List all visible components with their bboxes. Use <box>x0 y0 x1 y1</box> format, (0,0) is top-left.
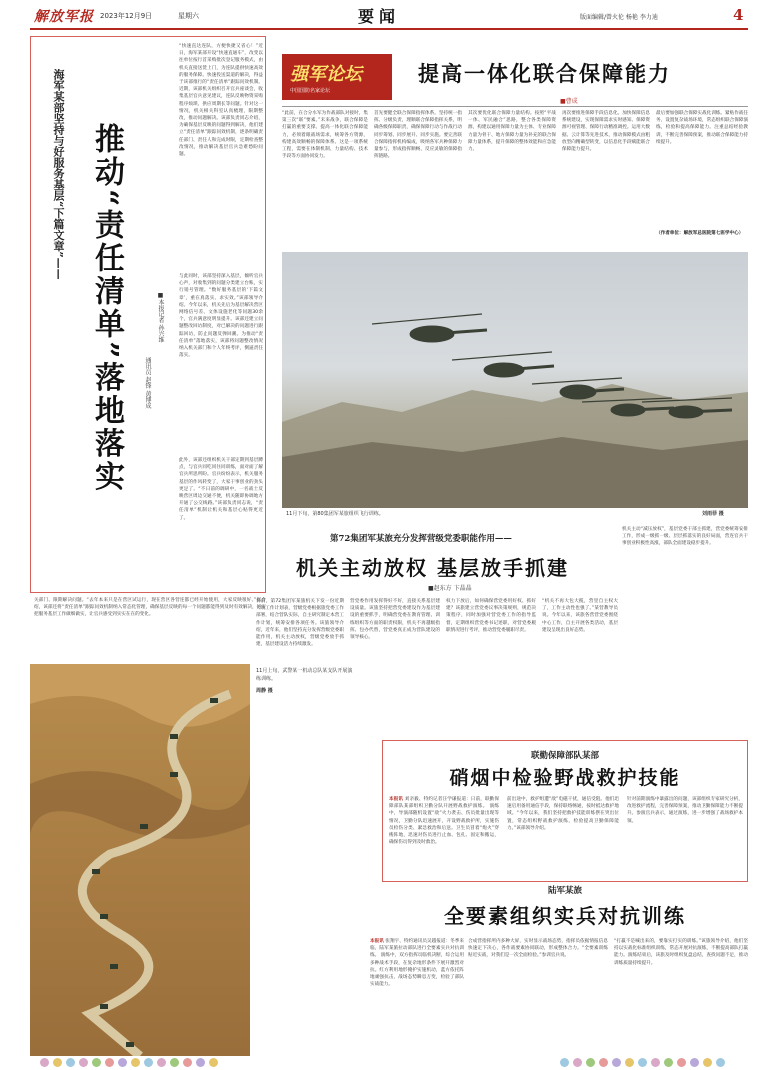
footer-dot <box>664 1058 673 1067</box>
article3-byline-label: 本报讯 <box>389 797 404 802</box>
article3-byline-col <box>389 796 499 878</box>
issue-weekday: 星期六 <box>178 12 199 20</box>
article3-kicker: 联勤保障部队某部 <box>530 751 599 761</box>
footer-dot <box>66 1058 75 1067</box>
masthead-rule <box>30 28 748 30</box>
helicopter-scene <box>282 252 748 508</box>
article1-body-col3: 此外，该部还组织机关干部定期到基层蹲点，与官兵同吃同住同训练，面对面了解官兵所思所盼。官兵纷纷表示，机关服务基层的作风转变了，大家干事创业的劲头更足了。“不日前的调研中，一名战士反映营区周边交通不便，机关随即协调地方开通了公交线路。”该部负责同志说，“责任清单”机制让机关和基层心贴得更近了。 <box>179 458 263 521</box>
footer-dot <box>53 1058 62 1067</box>
byline-label: ■本报记者 <box>157 292 164 323</box>
vehicles <box>92 698 218 1047</box>
footer-dot <box>105 1058 114 1067</box>
article3-byline: 刘亲毅、特约记者汪学谦报道：日前，联勤保障部队某部组织卫勤分队开展野战救护演练。 <box>389 797 499 810</box>
footer-dot <box>612 1058 621 1067</box>
forum-headline: 提高一体化联合保障能力 <box>418 61 671 86</box>
helicopter-1 <box>372 314 487 342</box>
article2-body-col2: 营党委作用发挥得好不好，直接关系基层建设质量。该旅坚持把营党委建设作为基层建设的重要抓手，明确营党委在教育管理、训练组织等方面的职责权限，机关不再越级指挥、包办代替，营党委真正成为营队建设的领导核心。 <box>350 599 440 641</box>
footer-dot <box>170 1058 179 1067</box>
footer-dot <box>209 1058 218 1067</box>
article4-headline: 全要素组织实兵对抗训练 <box>444 904 686 928</box>
footer-dot <box>716 1058 725 1067</box>
footer-dot <box>586 1058 595 1067</box>
article4-body-col3: “打赢不是喊出来的，要靠实打实的训练。”该旅领导介绍，他们坚持以实战化标准组织训练，常态开展对抗演练，不断提高部队打赢能力。演练结束后，该旅及时组织复盘总结，查找问题不足，推动训练质量持续提升。 <box>614 939 748 966</box>
photo1-credit: 刘雨菲 摄 <box>702 511 724 517</box>
page-editors: 版面编辑/曾火伦 杨艳 李力迪 <box>580 14 658 21</box>
article3-body-col2: 前出途中，救护组遭“敌”电磁干扰，通信受阻。他们迅速启用备用通信手段，保持联络畅通，按时抵达救护地域。“今年以来，我们坚持把救护技能训练摆在突出位置，常态组织野战救护演练，检验提高卫勤保障能力。”该部领导介绍。 <box>507 797 619 831</box>
convoy-scene <box>30 664 250 1056</box>
footer-dot <box>92 1058 101 1067</box>
article-field-rescue <box>382 740 748 882</box>
article2-body-col5: 机关主动“减压放权”，基层党委干部主抓建，营党委统筹安排工作，形成一级抓一级、层层抓落实的良好局面，营连官兵干事创业积极性高涨，部队全面建设稳步提升。 <box>622 527 748 547</box>
article3-headline: 硝烟中检验野战救护技能 <box>449 767 681 789</box>
footer-dot <box>196 1058 205 1067</box>
footer-dot <box>131 1058 140 1067</box>
article3-body-col1: 演练中，导演部随机设置“敌”火力袭击、伤员批量出现等情况，卫勤分队迅速展开，开设野战救护所，实施伤员检伤分类、紧急救治和后送。卫生员冒着“炮火”穿梭阵地，迅速对伤员进行止血、包扎、固定和搬运，确保伤员得到及时救治。 <box>389 804 499 846</box>
forum-badge-sub: 中国国防名家论坛 <box>290 88 331 94</box>
footer-dot <box>79 1058 88 1067</box>
article2-body-col1: 日前，第72集团军某旅机关下发一份近期大项工作计划表，营级党委根据旅党委工作部署，结合营队实际，自主研究制定本营工作计划，统筹安排各项任务。该旅领导介绍，近年来，他们坚持充分发挥营级党委职能作用，机关主动放权，营级党委放手抓建，基层建设活力持续激发。 <box>256 599 344 648</box>
footer-dot <box>690 1058 699 1067</box>
article1-byline <box>156 292 164 442</box>
article1-body-col1: “快速直达连队，方便快捷又省心！”近日，海军某部开设“快速直通车”，改变以往单位按行首采购批次登记服务模式，由机关直接送货上门，为连队提供快速高效的服务保障。快速投送渠道的解决，得益于该部推行的“责任清单”跟踪问效机制。近期，该部机关组织召开官兵座谈会，收集基层官兵意见建议，连队反映物资采购程序烦琐、供应周期长等问题。针对这一情况，机关相关科室认真梳理，限期整改，推动问题解决。该部负责同志介绍，为确保基层反映的问题得到解决，他们建立“责任清单”跟踪问效机制，逐条明确责任部门、责任人和完成时限，定期检查整改情况，推动解决基层官兵急难愁盼问题。 <box>179 44 263 158</box>
article2-body-col4: “机关不再大包大揽，营里自主权大了，工作主动性也强了。”某营教导员说。今年以来，该旅各营营党委围绕中心工作，自主开展各类活动，基层建设呈现出良好态势。 <box>542 599 618 633</box>
section-title: 要闻 <box>358 7 401 26</box>
helicopter-2 <box>452 352 554 377</box>
footer-dot <box>638 1058 647 1067</box>
forum-badge-title: 强军论坛 <box>290 64 362 85</box>
footer-dots-left <box>40 1058 218 1067</box>
forum-rule <box>282 106 748 107</box>
footer-dot <box>144 1058 153 1067</box>
masthead <box>0 0 778 32</box>
forum-body-col4: 再次要推进保障手段信息化。加快保障信息系统建设，实现保障需求实时感知、保障资源可视管理、保障行动精准调控。运用大数据、云计算等先进技术，推动保障模式由粗放型向精确型转变，以信息化手段赋能联合保障能力提升。 <box>562 111 650 153</box>
photo2-caption-box <box>256 668 356 758</box>
article1-byline-2 <box>143 357 151 477</box>
article2-headline: 机关主动放权 基层放手抓建 <box>296 556 569 580</box>
forum-body-col5: 最后要加强联合保障实战化训练。紧贴作战任务，设置复杂战场环境，常态组织联合保障演练，检验和提高保障能力。注重总结经验教训，不断完善保障预案，推动联合保障能力持续提升。 <box>656 111 748 145</box>
article4-byline-col <box>370 938 464 1048</box>
footer-dot <box>183 1058 192 1067</box>
issue-date: 2023年12月9日 <box>100 12 153 20</box>
byline-names-2: 赵锋 黄博成 <box>144 376 151 409</box>
article1-body-col2: 与此同时，该部坚持深入基层，倾听官兵心声，对收集到的问题分类建立台账，实行销号管理。“数好服务基层的‘下篇文章’，重在真落实、求实效。”该部领导介绍。今年以来，机关先后为基层解决营区网络信号差、文体设施老化等问题30余个，官兵满意度明显提升。该部还建立问题整改回访制度，对已解决的问题进行跟踪回访，防止问题反弹回潮。为推动“责任清单”落地落实，该部将问题整改情况纳入机关部门和个人年终考评，倒逼责任落实。 <box>179 274 263 359</box>
winding-road <box>82 694 230 1056</box>
footer-dot <box>599 1058 608 1067</box>
photo1-caption: 11月下旬，第80集团军某旅组织飞行训练。 <box>286 511 384 517</box>
footer-dot <box>651 1058 660 1067</box>
photo-convoy <box>30 664 250 1056</box>
byline-label-2: 通讯员 <box>144 357 151 375</box>
forum-body-col1: “此前，在合分水军为作战部队对接时，集第三次“联”要素。”未来战争，联合保障是打赢的重要支撑。提高一体化联合保障能力，必须着眼战场需求，统筹各方资源，构建高效顺畅的保障体系。这是一项系统工程，需要在体制机制、力量结构、技术手段等方面协同发力。 <box>282 111 368 160</box>
footer-dot <box>677 1058 686 1067</box>
article4-kicker: 陆军某旅 <box>547 886 582 896</box>
footer-dot <box>703 1058 712 1067</box>
article-responsibility-list <box>30 36 266 593</box>
article1-body-bottom: 关部门、限期解决问题。“去年本来只是在营区试运行，现在营区各营连都已经开始使用，大家反映很好。”据介绍，该部还将“责任清单”跟踪问效机制纳入常态化管理，确保基层反映的每一个问题都能得到及时有效解决，切实把服务基层工作做细做实，让官兵感受到实实在在的变化。 <box>34 598 266 618</box>
article3-body-col3: 针对前期演练中暴露出的问题，该部组织专家研究分析，改进救护流程，完善保障预案，推动卫勤保障能力不断提升。参演官兵表示，通过演练，进一步增强了战场救护本领。 <box>627 797 743 824</box>
forum-badge <box>282 54 392 100</box>
newspaper-logo: 解放军报 <box>34 9 94 25</box>
photo2-credit: 周静 摄 <box>256 688 273 694</box>
forum-byline: ■曹成 <box>560 98 578 105</box>
article4-body-col2: 合成营指挥所内多种大屏，实时显示战场态势，指挥员依据情报信息快速定下决心，各作战要素协同联动，形成整体合力。“全要素训练贴近实战，对我们是一次全面检验。”参训官兵说。 <box>468 939 608 959</box>
article4-byline: 张翔宇、特约通讯员吴越报道：冬季来临，陆军某旅拉动部队进行全要素实兵对抗训练。 <box>370 939 464 959</box>
page-number: 4 <box>733 6 744 24</box>
footer-dot <box>40 1058 49 1067</box>
footer-dot <box>625 1058 634 1067</box>
footer-dot <box>157 1058 166 1067</box>
article1-kicker: 海军某部坚持与好服务基层“下篇文章”—— <box>52 69 65 280</box>
article2-body-col3: 权力下放后，如何确保营党委用好权、抓好建？该旅建立营党委议事决策规则，规范决策程序，同时加强对营党委工作的指导监督，定期组织营党委书记述职，对营党委履职情况进行考评，推动营党委履职尽责。 <box>446 599 536 633</box>
photo2-caption: 11月上旬，武警某一机动总队某支队开展演练训练。 <box>256 668 353 682</box>
byline-names: 孙兴维 <box>157 324 164 343</box>
photo-helicopters <box>282 252 748 508</box>
forum-body-col3: 其次要优化联合保障力量结构。按照“平战一体、军民融合”思路，整合各类保障资源，构建以通用保障力量为主体、专业保障力量为骨干、地方保障力量为补充的联合保障力量体系，提升保障的整体效能和应急能力。 <box>468 111 556 153</box>
article1-headline: 推动“责任清单”落地落实 <box>89 123 124 494</box>
forum-body-col2: 首先要健全联合保障指挥体系。坚持统一指挥、分级负责，理顺联合保障指挥关系，明确各级保障职责，确保保障行动与作战行动同步筹划、同步展开、同步实施。要完善联合保障指挥机构编成，吸纳各军兵种保障力量参与，形成指挥顺畅、反应灵敏的保障指挥链路。 <box>374 111 462 160</box>
article4-byline-label: 本报讯 <box>370 939 384 944</box>
article2-kicker: 第72集团军某旅充分发挥营级党委职能作用—— <box>330 534 512 544</box>
footer-dot <box>560 1058 569 1067</box>
forum-author-note: （作者单位：解放军总医院第七医学中心） <box>656 231 744 236</box>
footer-dots-right <box>560 1058 725 1067</box>
footer-dot <box>118 1058 127 1067</box>
footer-dot <box>573 1058 582 1067</box>
article4-body-col1: 演练中，双方指挥员临机决断，综合运用多种战术手段，在复杂地形条件下展开激烈对抗。红方利用地形掩护实施机动，蓝方依托阵地顽强抗击，战场态势瞬息万变，检验了部队实战能力。 <box>370 953 464 988</box>
article2-byline: ■赵东方 卞晶晶 <box>428 585 472 592</box>
